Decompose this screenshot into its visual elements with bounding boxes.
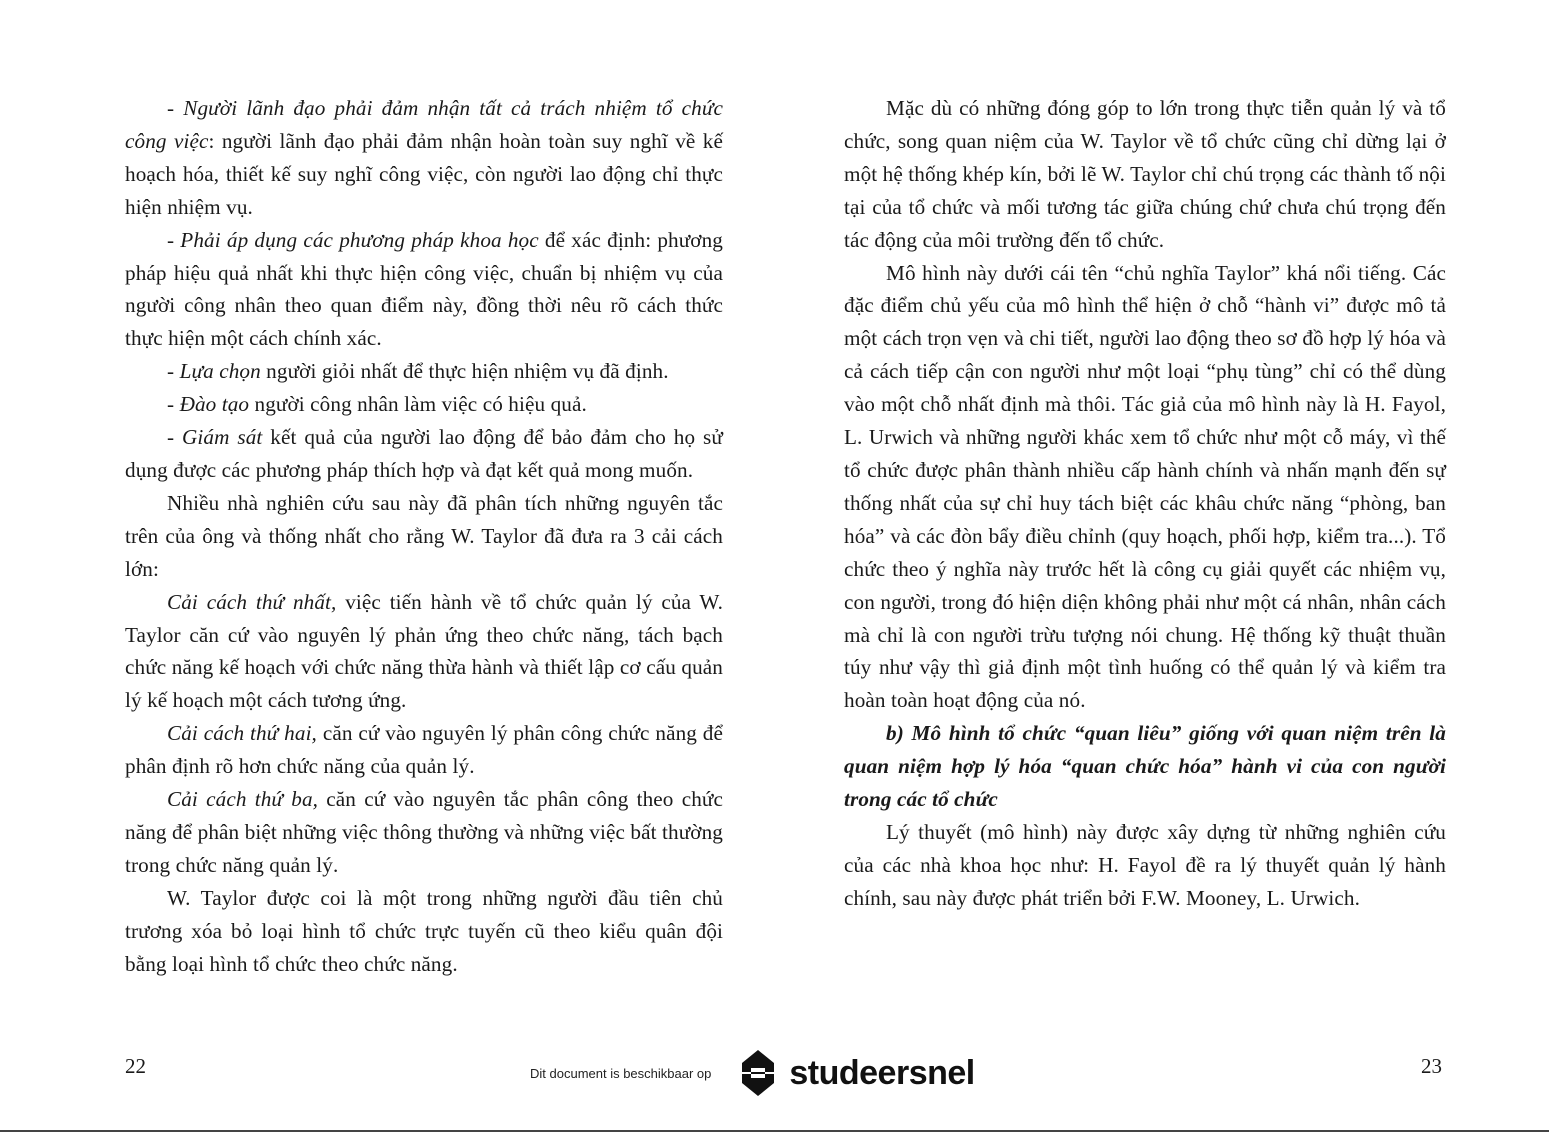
page-number-left: 22 [125, 1054, 146, 1078]
left-paragraph-10: W. Taylor được coi là một trong những người đầu tiên chủ trương xóa bỏ loại hình tổ chức trực tuyến cũ theo kiểu quân đội bằng loại hình tổ chức theo chức năng. [125, 885, 723, 976]
left-paragraph-1 [125, 92, 723, 224]
paragraph-text: để xác định: phương pháp hiệu quả nhất khi thực hiện công việc, chuẩn bị nhiệm vụ của người công nhân theo quan điểm này, đồng thời nêu rõ cách thức thực hiện một cách chính xác. [125, 227, 723, 351]
bullet-dash: - [167, 392, 180, 417]
left-paragraph-4 [125, 388, 723, 421]
italic-phrase: Cải cách thứ hai, [167, 721, 317, 746]
bullet-dash: - [167, 425, 183, 450]
bullet-dash: - [167, 359, 180, 384]
right-paragraph-4: Lý thuyết (mô hình) này được xây dựng từ những nghiên cứu của các nhà khoa học như: H. Fayol đề ra lý thuyết quản lý hành chính, sau này được phát triển bởi F.W. Mooney, L. Urwich. [844, 819, 1446, 910]
bottom-divider [0, 1130, 1549, 1132]
italic-phrase: Cải cách thứ nhất, [167, 589, 337, 614]
right-page-text [844, 92, 1446, 915]
left-paragraph-6: Nhiều nhà nghiên cứu sau này đã phân tích những nguyên tắc trên của ông và thống nhất cho rằng W. Taylor đã đưa ra 3 cải cách lớn: [125, 490, 723, 581]
section-heading: b) Mô hình tổ chức “quan liêu” giống với quan niệm trên là quan niệm hợp lý hóa “quan chức hóa” hành vi của con người trong các tổ chức [844, 721, 1446, 812]
italic-phrase: Cải cách thứ ba, [167, 787, 319, 812]
italic-phrase: - Người lãnh đạo phải đảm nhận tất cả trách nhiệm tổ chức công việc [125, 96, 723, 153]
availability-text: Dit document is beschikbaar op [530, 1065, 712, 1081]
left-paragraph-3 [125, 355, 723, 388]
italic-phrase: Lựa chọn [179, 359, 261, 384]
left-page-text [125, 92, 723, 980]
left-paragraph-8 [125, 717, 723, 783]
page-number-right: 23 [1421, 1054, 1442, 1078]
studeersnel-footer[interactable] [530, 1046, 975, 1100]
right-paragraph-2: Mô hình này dưới cái tên “chủ nghĩa Taylor” khá nổi tiếng. Các đặc điểm chủ yếu của mô hình thể hiện ở chỗ “hành vi” được mô tả một cách trọn vẹn và chi tiết, người lao động theo sơ đồ hợp lý hóa và cả cách tiếp cận con người như một loại “phụ tùng” chỉ có thể dùng vào một chỗ nhất định mà thôi. Tác giả của mô hình này là H. Fayol, L. Urwich và những người khác xem tổ chức như một cỗ máy, vì thế tổ chức được phân thành nhiều cấp hành chính và nhấn mạnh đến sự thống nhất của sự chỉ huy tách biệt các khâu chức năng “phòng, ban hóa” và các đòn bẩy điều chỉnh (quy hoạch, phối hợp, kiểm tra...). Tổ chức theo ý nghĩa này trước hết là công cụ giải quyết các nhiệm vụ, con người, trong đó hiện diện không phải như một cá nhân, nhân cách mà chỉ là con người trừu tượng nói chung. Hệ thống kỹ thuật thuần túy như vậy thì giả định một tình huống có thể quản lý và kiểm tra hoàn toàn hoạt động của nó. [844, 260, 1446, 713]
paragraph-text: căn cứ vào nguyên lý phân công chức năng để phân định rõ hơn chức năng của quản lý. [125, 721, 724, 779]
italic-phrase: - Phải áp dụng các phương pháp khoa học [167, 227, 539, 252]
paragraph-text: người giỏi nhất để thực hiện nhiệm vụ đã định. [260, 359, 669, 384]
right-paragraph-1: Mặc dù có những đóng góp to lớn trong thực tiễn quản lý và tổ chức, song quan niệm của W. Taylor về tổ chức cũng chỉ dừng lại ở một hệ thống khép kín, bởi lẽ W. Taylor chỉ chú trọng các thành tố nội tại của tổ chức và mối tương tác giữa chúng chứ chưa chú trọng đến tác động của môi trường đến tổ chức. [844, 96, 1446, 252]
paragraph-text: căn cứ vào nguyên tắc phân công theo chức năng để phân biệt những việc thông thường và những việc bất thường trong chức năng quản lý. [125, 787, 723, 877]
studeersnel-logo-icon [735, 1048, 781, 1098]
italic-phrase: Giám sát [182, 425, 263, 450]
italic-phrase: Đào tạo [179, 392, 250, 417]
paragraph-text: : người lãnh đạo phải đảm nhận hoàn toàn suy nghĩ về kế hoạch hóa, thiết kế suy nghĩ công việc, còn người lao động chỉ thực hiện nhiệm vụ. [125, 128, 723, 219]
left-paragraph-9 [125, 783, 723, 882]
paragraph-text: kết quả của người lao động để bảo đảm cho họ sử dụng được các phương pháp thích hợp và đạt kết quả mong muốn. [125, 425, 723, 482]
studeersnel-brand[interactable]: studeersnel [789, 1053, 975, 1092]
left-paragraph-5 [125, 421, 723, 487]
paragraph-text: việc tiến hành về tổ chức quản lý của W. Taylor căn cứ vào nguyên lý phản ứng theo chức năng, tách bạch chức năng kế hoạch với chức năng thừa hành và thiết lập cơ cấu quản lý kế hoạch một cách tương ứng. [125, 589, 723, 713]
left-paragraph-7 [125, 586, 723, 718]
left-paragraph-2 [125, 224, 723, 356]
paragraph-text: người công nhân làm việc có hiệu quả. [249, 392, 587, 417]
